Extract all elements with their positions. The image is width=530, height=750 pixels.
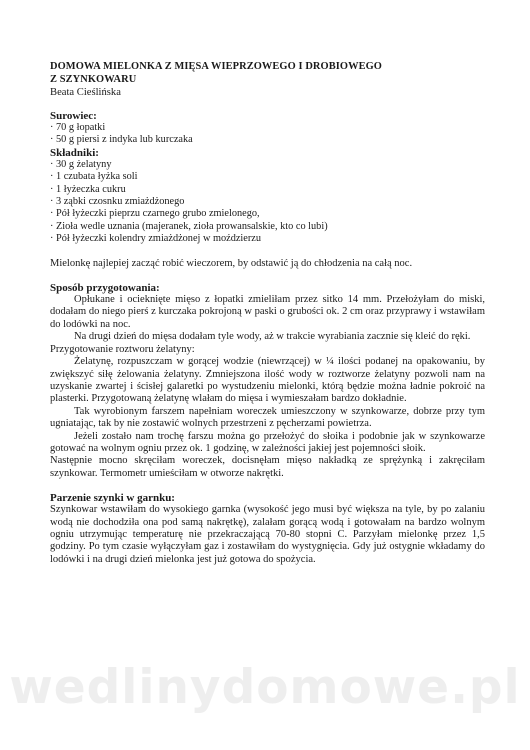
component-item: · 1 łyżeczka cukru (50, 183, 126, 195)
site-watermark: wedlinydomowe.pl (9, 660, 521, 715)
recipe-title-line-2: Z SZYNKOWARU (50, 73, 137, 85)
ingredient-item: · 70 g łopatki (50, 122, 106, 133)
intro-note: Mielonkę najlepiej zacząć robić wieczorem, by odstawić ją do chłodzenia na całą noc. (50, 257, 413, 269)
component-item: · Zioła wedle uznania (majeranek, zioła prowansalskie, kto co lubi) (50, 220, 328, 232)
recipe-content (50, 61, 485, 566)
cooking-paragraph: Szynkowar wstawiłam do wysokiego garnka (wysokość jego musi być większa na tyle, by po zalaniu wodą nie dochodziła ona pod samą nakrętkę), zalałam gorącą wodą i gotowałam na bardzo wolnym ogniu utrzymując temperaturę nie przekraczającą 70-80 stopni C. Parzyłam mielonkę przez 1,5 godziny. Po tym czasie wyłączyłam gaz i zostawiłam do wystygnięcia. Gdy już ostygnie wkładamy do lodówki i na drugi dzień mielonka jest już gotowa do spożycia. (50, 504, 485, 565)
components-heading: Składniki: (50, 146, 99, 159)
gelatin-subheading: Przygotowanie roztworu żelatyny: (50, 343, 195, 355)
ingredient-item: · 50 g piersi z indyka lub kurczaka (50, 134, 193, 146)
recipe-title-line-1: DOMOWA MIELONKA Z MIĘSA WIEPRZOWEGO I DROBIOWEGO (50, 61, 382, 72)
preparation-paragraph: Żelatynę, rozpuszczam w gorącej wodzie (niewrzącej) w ¼ ilości podanej na opakowaniu, by zwiększyć siłę żelowania żelatyny. Zmniejszona ilość wody w roztworze żelatyny pozwoli nam na uzyskanie zwartej i ścisłej galaretki po wystudzeniu mielonki, którą będzie można ładnie pokroić na plasterki. Przygotowaną żelatynę wlałam do mięsa i wymieszałam bardzo dokładnie. (50, 356, 485, 405)
cooking-heading: Parzenie szynki w garnku: (50, 492, 175, 505)
component-item: · Pół łyżeczki kolendry zmiażdżonej w moździerzu (50, 233, 262, 245)
ingredients-heading: Surowiec: (50, 110, 97, 122)
component-item: · 30 g żelatyny (50, 158, 112, 170)
preparation-paragraph: Następnie mocno skręciłam woreczek, docisnęłam mięso nakładką ze sprężynką i zakręciłam szynkowar. Termometr umieściłam w otworze nakrętki. (50, 455, 485, 479)
component-item: · 3 ząbki czosnku zmiażdżonego (50, 196, 185, 208)
component-item: · Pół łyżeczki pieprzu czarnego grubo zmielonego, (50, 208, 260, 220)
preparation-paragraph: Tak wyrobionym farszem napełniam woreczek umieszczony w szynkowarze, dobrze przy tym ugniatając, tak by nie zostawić wolnych przestrzeni z pęcherzami powietrza. (50, 405, 485, 430)
component-item: · 1 czubata łyżka soli (50, 171, 138, 183)
preparation-paragraph: Na drugi dzień do mięsa dodałam tyle wody, aż w trakcie wyrabiania zacznie się kleić do ręki. (74, 331, 471, 343)
preparation-paragraph: Jeżeli zostało nam trochę farszu można go przełożyć do słoika i podobnie jak w szynkowarze gotować na wolnym ogniu przez ok. 1 godzinę, w zależności jakiej jest pojemności słoik. (50, 430, 485, 454)
preparation-heading: Sposób przygotowania: (50, 282, 160, 295)
preparation-paragraph: Opłukane i ocieknięte mięso z łopatki zmieliłam przez sitko 14 mm. Przełożyłam do miski, dodałam do niego pierś z kurczaka pokrojoną w paski o grubości ok. 2 cm oraz przyprawy i wstawiłam do lodówki na noc. (50, 294, 485, 330)
recipe-author: Beata Cieślińska (50, 87, 121, 98)
